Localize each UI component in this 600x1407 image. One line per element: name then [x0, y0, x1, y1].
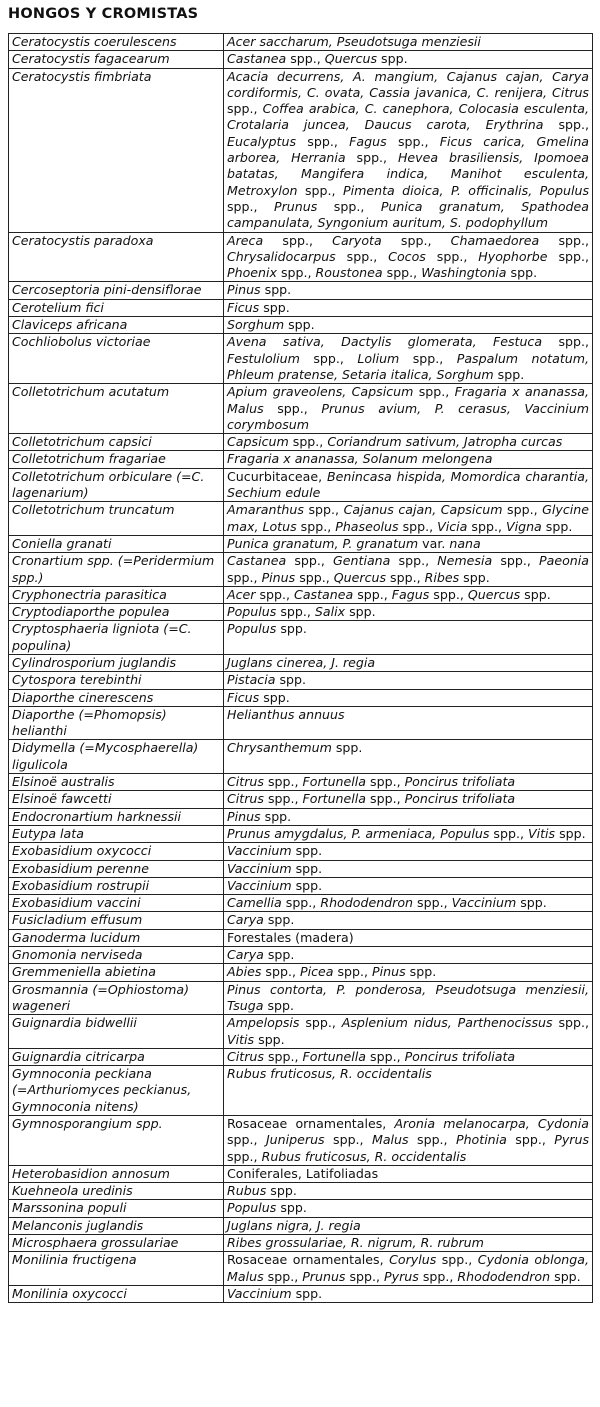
- table-row: [9, 553, 593, 587]
- organism-cell: Colletotrichum orbiculare (=C. lagenarium): [9, 468, 224, 502]
- host-cell: Castanea spp., Gentiana spp., Nemesia spp., Paeonia spp., Pinus spp., Quercus spp., Ribes spp.: [224, 553, 593, 587]
- table-row: [9, 502, 593, 536]
- organism-cell: Grosmannia (=Ophiostoma) wageneri: [9, 981, 224, 1015]
- organism-cell: Gremmeniella abietina: [9, 964, 224, 981]
- table-row: [9, 232, 593, 282]
- table-row: [9, 843, 593, 860]
- organism-cell: Guignardia citricarpa: [9, 1048, 224, 1065]
- organism-cell: Colletotrichum acutatum: [9, 384, 224, 434]
- organism-cell: Colletotrichum fragariae: [9, 451, 224, 468]
- host-cell: Rubus spp.: [224, 1183, 593, 1200]
- table-row: [9, 774, 593, 791]
- table-row: [9, 68, 593, 232]
- table-row: [9, 1015, 593, 1049]
- table-row: [9, 434, 593, 451]
- organism-cell: Monilinia oxycocci: [9, 1285, 224, 1302]
- organism-cell: Coniella granati: [9, 535, 224, 552]
- host-cell: Citrus spp., Fortunella spp., Poncirus trifoliata: [224, 791, 593, 808]
- host-cell: Capsicum spp., Coriandrum sativum, Jatropha curcas: [224, 434, 593, 451]
- organism-cell: Gymnosporangium spp.: [9, 1116, 224, 1166]
- host-cell: Citrus spp., Fortunella spp., Poncirus trifoliata: [224, 774, 593, 791]
- host-cell: Camellia spp., Rhododendron spp., Vaccinium spp.: [224, 895, 593, 912]
- organism-cell: Cochliobolus victoriae: [9, 334, 224, 384]
- host-table: [8, 33, 593, 1303]
- host-cell: Juglans nigra, J. regia: [224, 1217, 593, 1234]
- table-row: [9, 451, 593, 468]
- table-row: [9, 621, 593, 655]
- host-cell: Helianthus annuus: [224, 706, 593, 740]
- host-cell: Rubus fruticosus, R. occidentalis: [224, 1066, 593, 1116]
- host-cell: Acer saccharum, Pseudotsuga menziesii: [224, 34, 593, 51]
- organism-cell: Cylindrosporium juglandis: [9, 654, 224, 671]
- table-row: [9, 929, 593, 946]
- table-row: [9, 535, 593, 552]
- host-cell: Chrysanthemum spp.: [224, 740, 593, 774]
- table-row: [9, 706, 593, 740]
- host-cell: Apium graveolens, Capsicum spp., Fragaria x ananassa, Malus spp., Prunus avium, P. cerasus, Vaccinium corymbosum: [224, 384, 593, 434]
- organism-cell: Colletotrichum truncatum: [9, 502, 224, 536]
- table-row: [9, 299, 593, 316]
- table-row: [9, 791, 593, 808]
- host-cell: Prunus amygdalus, P. armeniaca, Populus spp., Vitis spp.: [224, 825, 593, 842]
- table-row: [9, 1252, 593, 1286]
- table-row: [9, 1285, 593, 1302]
- host-cell: Areca spp., Caryota spp., Chamaedorea spp., Chrysalidocarpus spp., Cocos spp., Hyophorbe spp., Phoenix spp., Roustonea spp., Washingtonia spp.: [224, 232, 593, 282]
- organism-cell: Gnomonia nerviseda: [9, 947, 224, 964]
- organism-cell: Ceratocystis fimbriata: [9, 68, 224, 232]
- organism-cell: Colletotrichum capsici: [9, 434, 224, 451]
- table-row: [9, 947, 593, 964]
- table-row: [9, 1066, 593, 1116]
- host-cell: Punica granatum, P. granatum var. nana: [224, 535, 593, 552]
- host-cell: Ribes grossulariae, R. nigrum, R. rubrum: [224, 1235, 593, 1252]
- table-row: [9, 384, 593, 434]
- host-cell: Amaranthus spp., Cajanus cajan, Capsicum spp., Glycine max, Lotus spp., Phaseolus spp., Vicia spp., Vigna spp.: [224, 502, 593, 536]
- host-cell: Pinus spp.: [224, 282, 593, 299]
- host-cell: Citrus spp., Fortunella spp., Poncirus trifoliata: [224, 1048, 593, 1065]
- organism-cell: Kuehneola uredinis: [9, 1183, 224, 1200]
- host-cell: Populus spp.: [224, 621, 593, 655]
- organism-cell: Cryphonectria parasitica: [9, 586, 224, 603]
- table-row: [9, 282, 593, 299]
- organism-cell: Didymella (=Mycosphaerella) ligulicola: [9, 740, 224, 774]
- host-cell: Forestales (madera): [224, 929, 593, 946]
- table-row: [9, 1048, 593, 1065]
- host-cell: Rosaceae ornamentales, Aronia melanocarpa, Cydonia spp., Juniperus spp., Malus spp., Photinia spp., Pyrus spp., Rubus fruticosus, R. occidentalis: [224, 1116, 593, 1166]
- table-row: [9, 586, 593, 603]
- table-row: [9, 964, 593, 981]
- organism-cell: Ceratocystis coerulescens: [9, 34, 224, 51]
- host-cell: Castanea spp., Quercus spp.: [224, 51, 593, 68]
- host-cell: Fragaria x ananassa, Solanum melongena: [224, 451, 593, 468]
- organism-cell: Melanconis juglandis: [9, 1217, 224, 1234]
- table-row: [9, 981, 593, 1015]
- host-cell: Vaccinium spp.: [224, 1285, 593, 1302]
- page-title: HONGOS Y CROMISTAS: [8, 6, 199, 22]
- table-row: [9, 317, 593, 334]
- table-row: [9, 672, 593, 689]
- table-row: [9, 334, 593, 384]
- host-cell: Populus spp.: [224, 1200, 593, 1217]
- table-row: [9, 604, 593, 621]
- host-cell: Pinus spp.: [224, 808, 593, 825]
- organism-cell: Fusicladium effusum: [9, 912, 224, 929]
- host-cell: Pinus contorta, P. ponderosa, Pseudotsuga menziesii, Tsuga spp.: [224, 981, 593, 1015]
- table-row: [9, 654, 593, 671]
- organism-cell: Ganoderma lucidum: [9, 929, 224, 946]
- host-cell: Populus spp., Salix spp.: [224, 604, 593, 621]
- organism-cell: Gymnoconia peckiana (=Arthuriomyces peckianus, Gymnoconia nitens): [9, 1066, 224, 1116]
- table-row: [9, 1165, 593, 1182]
- host-cell: Coniferales, Latifoliadas: [224, 1165, 593, 1182]
- host-cell: Vaccinium spp.: [224, 877, 593, 894]
- table-row: [9, 51, 593, 68]
- host-cell: Carya spp.: [224, 912, 593, 929]
- table-row: [9, 808, 593, 825]
- table-row: [9, 689, 593, 706]
- host-cell: Carya spp.: [224, 947, 593, 964]
- organism-cell: Microsphaera grossulariae: [9, 1235, 224, 1252]
- organism-cell: Cercoseptoria pini-densiflorae: [9, 282, 224, 299]
- organism-cell: Cytospora terebinthi: [9, 672, 224, 689]
- organism-cell: Elsinoë fawcetti: [9, 791, 224, 808]
- host-cell: Avena sativa, Dactylis glomerata, Festuca spp., Festulolium spp., Lolium spp., Paspalum notatum, Phleum pratense, Setaria italica, Sorghum spp.: [224, 334, 593, 384]
- table-body: [9, 34, 593, 1303]
- host-cell: Pistacia spp.: [224, 672, 593, 689]
- table-row: [9, 895, 593, 912]
- host-cell: Ficus spp.: [224, 689, 593, 706]
- host-cell: Vaccinium spp.: [224, 860, 593, 877]
- table-row: [9, 1235, 593, 1252]
- organism-cell: Monilinia fructigena: [9, 1252, 224, 1286]
- table-row: [9, 877, 593, 894]
- organism-cell: Endocronartium harknessii: [9, 808, 224, 825]
- host-cell: Ampelopsis spp., Asplenium nidus, Parthenocissus spp., Vitis spp.: [224, 1015, 593, 1049]
- organism-cell: Claviceps africana: [9, 317, 224, 334]
- host-cell: Juglans cinerea, J. regia: [224, 654, 593, 671]
- organism-cell: Eutypa lata: [9, 825, 224, 842]
- host-cell: Abies spp., Picea spp., Pinus spp.: [224, 964, 593, 981]
- organism-cell: Exobasidium rostrupii: [9, 877, 224, 894]
- host-cell: Vaccinium spp.: [224, 843, 593, 860]
- organism-cell: Guignardia bidwellii: [9, 1015, 224, 1049]
- organism-cell: Diaporthe cinerescens: [9, 689, 224, 706]
- table-row: [9, 1200, 593, 1217]
- table-row: [9, 740, 593, 774]
- organism-cell: Exobasidium oxycocci: [9, 843, 224, 860]
- organism-cell: Exobasidium perenne: [9, 860, 224, 877]
- table-row: [9, 825, 593, 842]
- table-row: [9, 1116, 593, 1166]
- organism-cell: Heterobasidion annosum: [9, 1165, 224, 1182]
- host-cell: Cucurbitaceae, Benincasa hispida, Momordica charantia, Sechium edule: [224, 468, 593, 502]
- host-cell: Acer spp., Castanea spp., Fagus spp., Quercus spp.: [224, 586, 593, 603]
- organism-cell: Cronartium spp. (=Peridermium spp.): [9, 553, 224, 587]
- table-row: [9, 860, 593, 877]
- organism-cell: Cryptodiaporthe populea: [9, 604, 224, 621]
- organism-cell: Cryptosphaeria ligniota (=C. populina): [9, 621, 224, 655]
- organism-cell: Marssonina populi: [9, 1200, 224, 1217]
- host-cell: Sorghum spp.: [224, 317, 593, 334]
- organism-cell: Exobasidium vaccini: [9, 895, 224, 912]
- organism-cell: Ceratocystis fagacearum: [9, 51, 224, 68]
- host-cell: Acacia decurrens, A. mangium, Cajanus cajan, Carya cordiformis, C. ovata, Cassia javanica, C. renijera, Citrus spp., Coffea arabica, C. canephora, Colocasia esculenta, Crotalaria juncea, Daucus carota, Erythrina spp., Eucalyptus spp., Fagus spp., Ficus carica, Gmelina arborea, Herrania spp., Hevea brasiliensis, Ipomoea batatas, Mangifera indica, Manihot esculenta, Metroxylon spp., Pimenta dioica, P. officinalis, Populus spp., Prunus spp., Punica granatum, Spathodea campanulata, Syngonium auritum, S. podophyllum: [224, 68, 593, 232]
- host-cell: Ficus spp.: [224, 299, 593, 316]
- table-row: [9, 1217, 593, 1234]
- host-cell: Rosaceae ornamentales, Corylus spp., Cydonia oblonga, Malus spp., Prunus spp., Pyrus spp., Rhododendron spp.: [224, 1252, 593, 1286]
- organism-cell: Elsinoë australis: [9, 774, 224, 791]
- table-row: [9, 1183, 593, 1200]
- table-row: [9, 468, 593, 502]
- table-row: [9, 34, 593, 51]
- organism-cell: Diaporthe (=Phomopsis) helianthi: [9, 706, 224, 740]
- organism-cell: Ceratocystis paradoxa: [9, 232, 224, 282]
- organism-cell: Cerotelium fici: [9, 299, 224, 316]
- table-row: [9, 912, 593, 929]
